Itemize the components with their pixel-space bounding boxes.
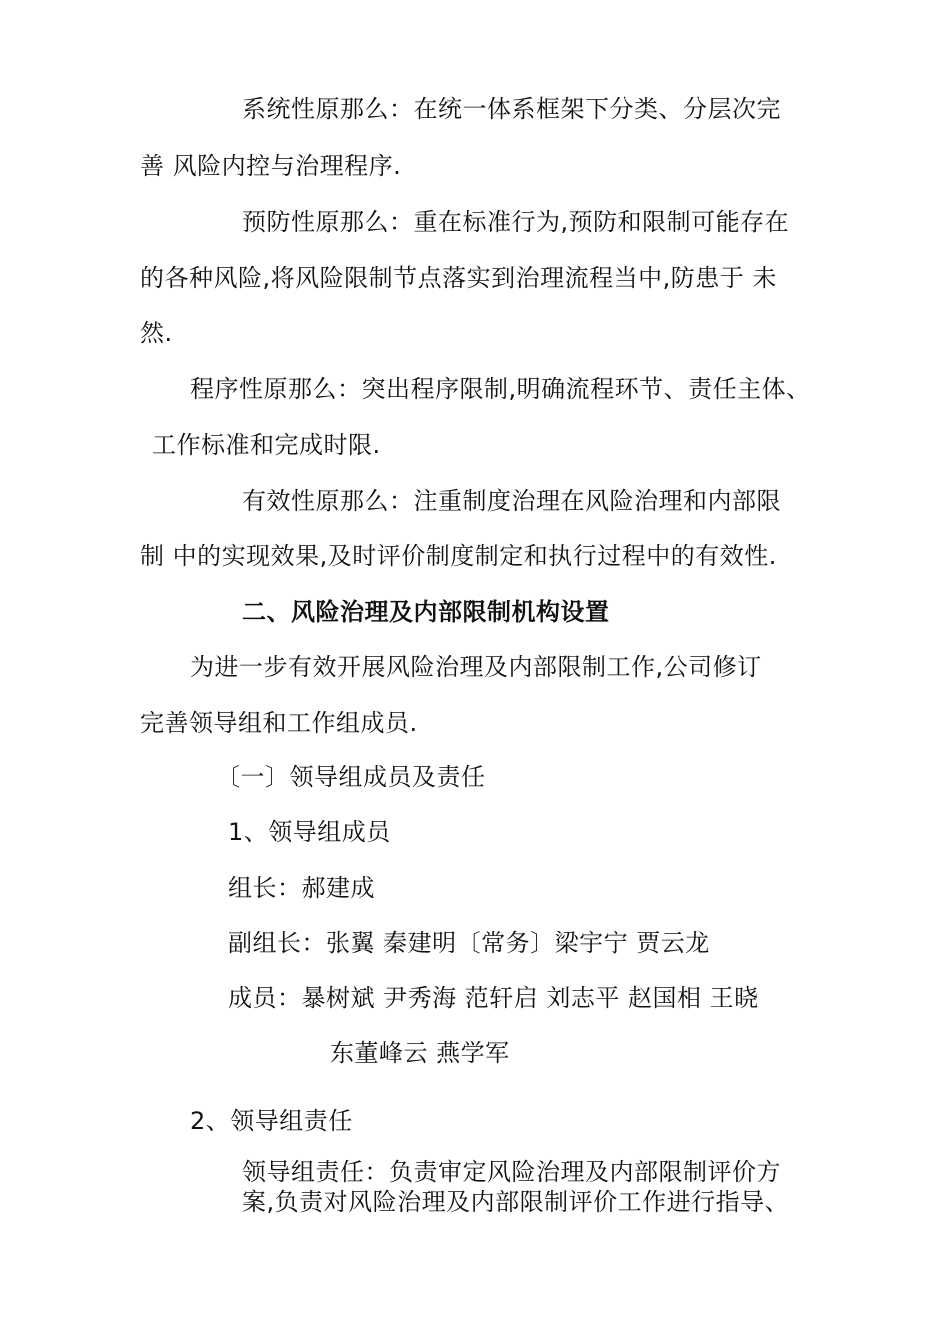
paragraph-intro-line-2: 完善领导组和工作组成员. bbox=[140, 709, 418, 737]
responsibilities-line-2: 案,负责对风险治理及内部限制评价工作进行指导、 bbox=[242, 1188, 790, 1216]
paragraph-systematic-line-2: 善 风险内控与治理程序. bbox=[140, 152, 402, 180]
paragraph-systematic-line-1: 系统性原那么：在统一体系框架下分类、分层次完 bbox=[242, 95, 781, 123]
paragraph-preventive-line-2: 的各种风险,将风险限制节点落实到治理流程当中,防患于 未 bbox=[140, 264, 777, 292]
paragraph-preventive-line-3: 然. bbox=[140, 319, 173, 347]
leader-line: 组长：郝建成 bbox=[228, 874, 375, 902]
responsibilities-line-1: 领导组责任：负责审定风险治理及内部限制评价方 bbox=[242, 1158, 781, 1186]
members-line-2: 东董峰云 燕学军 bbox=[330, 1039, 510, 1067]
paragraph-preventive-line-1: 预防性原那么：重在标准行为,预防和限制可能存在 bbox=[242, 208, 790, 236]
section-heading-organization: 二、风险治理及内部限制机构设置 bbox=[242, 598, 610, 626]
item-heading-responsibilities: 2、领导组责任 bbox=[190, 1107, 353, 1135]
paragraph-procedural-line-1: 程序性原那么：突出程序限制,明确流程环节、责任主体、 bbox=[190, 375, 811, 403]
deputy-leaders-line: 副组长：张翼 秦建明〔常务〕梁宇宁 贾云龙 bbox=[228, 929, 710, 957]
item-heading-members: 1、领导组成员 bbox=[228, 818, 391, 846]
members-line-1: 成员：暴树斌 尹秀海 范轩启 刘志平 赵国相 王晓 bbox=[228, 984, 759, 1012]
subsection-heading-leadership: 〔一〕领导组成员及责任 bbox=[216, 763, 486, 791]
paragraph-effective-line-2: 制 中的实现效果,及时评价制度制定和执行过程中的有效性. bbox=[140, 542, 777, 570]
paragraph-intro-line-1: 为进一步有效开展风险治理及内部限制工作,公司修订 bbox=[190, 653, 762, 681]
paragraph-procedural-line-2: 工作标准和完成时限. bbox=[152, 431, 381, 459]
paragraph-effective-line-1: 有效性原那么：注重制度治理在风险治理和内部限 bbox=[242, 487, 781, 515]
